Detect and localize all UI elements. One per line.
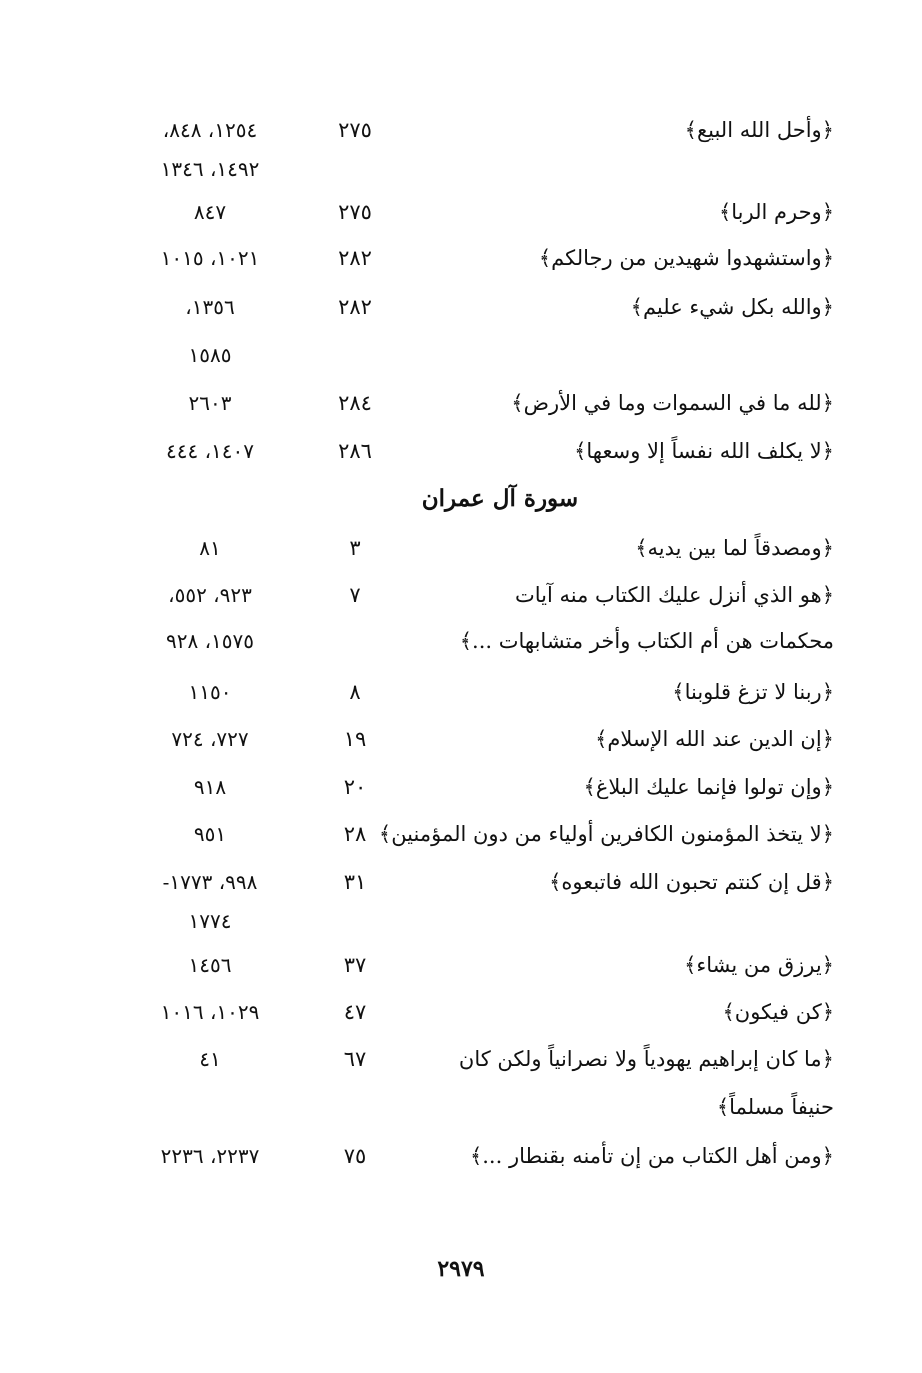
verse-text: ﴿وإن تولوا فإنما عليك البلاغ﴾ [583, 775, 834, 799]
verse-text: ﴿إن الدين عند الله الإسلام﴾ [595, 727, 834, 751]
page-number: ٢٩٧٩ [437, 1256, 485, 1282]
ayah-number: ٢٧٥ [338, 118, 372, 142]
table-row [0, 717, 922, 761]
ayah-number: ٢٨٢ [338, 246, 372, 270]
table-row [0, 147, 922, 191]
ayah-number: ٨ [349, 680, 361, 704]
verse-text: ﴿لله ما في السموات وما في الأرض﴾ [511, 391, 834, 415]
verse-text: ﴿ربنا لا تزغ قلوبنا﴾ [672, 680, 834, 704]
page-refs: ١٢٥٤، ٨٤٨، [162, 118, 258, 142]
page-refs: ١٥٧٥، ٩٢٨ [165, 629, 254, 653]
ayah-number: ٢٧٥ [338, 200, 372, 224]
verse-text: ﴿والله بكل شيء عليم﴾ [630, 295, 834, 319]
page-refs: ٩٥١ [193, 822, 227, 846]
ayah-number [300, 333, 410, 377]
ayah-number: ٣٧ [343, 953, 367, 977]
ayah-number: ٢٠ [343, 775, 367, 799]
ayah-number: ٦٧ [343, 1047, 367, 1071]
table-row [0, 236, 922, 280]
table-row [0, 1037, 922, 1081]
table-row [0, 619, 922, 663]
page-refs [120, 1085, 300, 1129]
ayah-number: ٤٧ [343, 1000, 367, 1024]
page-refs: ١٤٥٦ [188, 953, 232, 977]
verse-text [434, 333, 834, 377]
ayah-number [300, 899, 410, 943]
ayah-number: ٣١ [343, 870, 367, 894]
ayah-number [300, 619, 410, 663]
verse-text: ﴿ومصدقاً لما بين يديه﴾ [635, 536, 834, 560]
verse-text: ﴿ما كان إبراهيم يهودياً ولا نصرانياً ولكن كان [458, 1047, 834, 1071]
table-row [0, 190, 922, 234]
page-refs: ٩٩٨، ١٧٧٣- [162, 870, 258, 894]
page-refs: ٢٢٣٧، ٢٢٣٦ [160, 1144, 260, 1168]
table-row [0, 990, 922, 1034]
page-refs: ١٤٩٢، ١٣٤٦ [160, 157, 260, 181]
verse-text: ﴿هو الذي أنزل عليك الكتاب منه آيات [514, 583, 834, 607]
ayah-number: ٧ [349, 583, 361, 607]
verse-text: ﴿قل إن كنتم تحبون الله فاتبعوه﴾ [549, 870, 834, 894]
table-row [0, 943, 922, 987]
table-row [0, 1134, 922, 1178]
table-row [0, 381, 922, 425]
ayah-number [300, 147, 410, 191]
page-refs: ١٠٢٩، ١٠١٦ [160, 1000, 260, 1024]
ayah-number [300, 1085, 410, 1129]
table-row [0, 812, 922, 856]
table-row [0, 108, 922, 152]
table-row [0, 526, 922, 570]
table-row [0, 670, 922, 714]
table-row [0, 765, 922, 809]
table-row [0, 860, 922, 904]
page-refs: ١٠٢١، ١٠١٥ [160, 246, 260, 270]
page-refs: ٨١ [199, 536, 221, 560]
table-row [0, 573, 922, 617]
page-refs: ١٣٥٦، [185, 295, 235, 319]
verse-text: ﴿وأحل الله البيع﴾ [684, 118, 834, 142]
verse-text: ﴿كن فيكون﴾ [722, 1000, 834, 1024]
verse-text: ﴿وحرم الربا﴾ [718, 200, 834, 224]
page-refs: ٢٦٠٣ [188, 391, 232, 415]
page-refs: ١٤٠٧، ٤٤٤ [165, 439, 254, 463]
table-row [0, 285, 922, 329]
page-refs: ٩٢٣، ٥٥٢، [168, 583, 252, 607]
ayah-number: ٣ [349, 536, 361, 560]
verse-text: ﴿لا يتخذ المؤمنون الكافرين أولياء من دون المؤمنين﴾ [378, 822, 834, 846]
ayah-number: ٢٨٢ [338, 295, 372, 319]
page-refs: ١٧٧٤ [188, 909, 232, 933]
page-refs: ٤١ [199, 1047, 221, 1071]
verse-text: ﴿يرزق من يشاء﴾ [684, 953, 834, 977]
table-row [0, 1085, 922, 1129]
page-refs: ٩١٨ [193, 775, 227, 799]
verse-text: ﴿ومن أهل الكتاب من إن تأمنه بقنطار ...﴾ [469, 1144, 834, 1168]
table-row [0, 333, 922, 377]
verse-text: حنيفاً مسلماً﴾ [716, 1095, 834, 1119]
page-refs: ١١٥٠ [188, 680, 232, 704]
ayah-number: ٢٨٦ [338, 439, 372, 463]
verse-text: ﴿لا يكلف الله نفساً إلا وسعها﴾ [574, 439, 834, 463]
ayah-number: ٧٥ [343, 1144, 367, 1168]
verse-text [434, 147, 834, 191]
ayah-number: ٢٨٤ [338, 391, 372, 415]
verse-text: محكمات هن أم الكتاب وأخر متشابهات ...﴾ [459, 629, 834, 653]
verse-text [434, 899, 834, 943]
page-refs: ٨٤٧ [193, 200, 227, 224]
ayah-number: ٢٨ [343, 822, 367, 846]
page-refs: ٧٢٧، ٧٢٤ [171, 727, 249, 751]
table-row [0, 429, 922, 473]
page-refs: ١٥٨٥ [188, 343, 232, 367]
surah-heading: سورة آل عمران [421, 485, 579, 512]
ayah-number: ١٩ [343, 727, 367, 751]
table-row [0, 899, 922, 943]
verse-text: ﴿واستشهدوا شهيدين من رجالكم﴾ [538, 246, 834, 270]
